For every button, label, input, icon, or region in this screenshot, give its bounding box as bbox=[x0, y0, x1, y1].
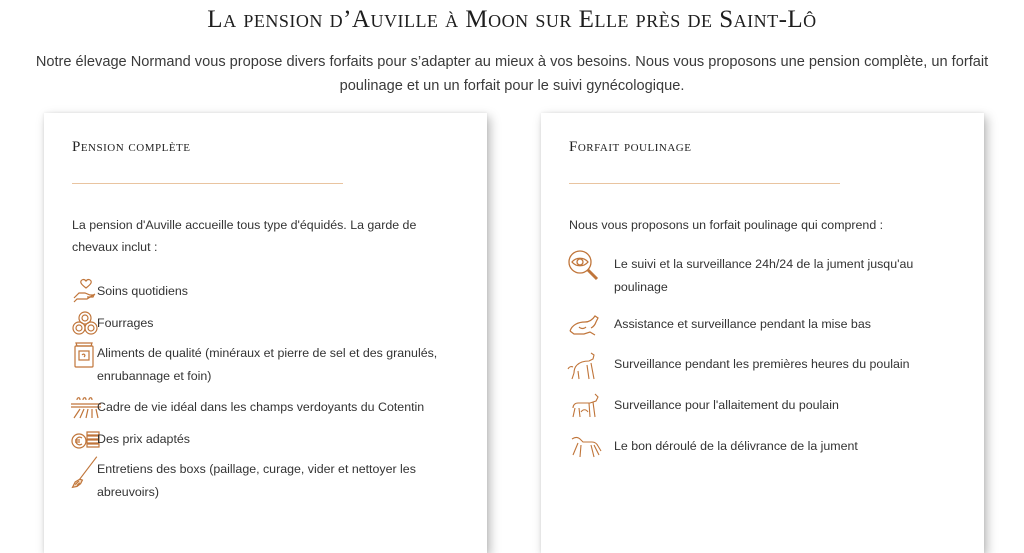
card-title: Pension complète bbox=[72, 139, 191, 155]
item-text: Entretiens des boxs (paillage, curage, vider et nettoyer les abreuvoirs) bbox=[97, 462, 416, 499]
card-forfait-poulinage bbox=[541, 113, 984, 553]
card-intro: Nous vous proposons un forfait poulinage qui comprend : bbox=[569, 218, 884, 232]
nursing-horse-icon bbox=[567, 390, 603, 420]
foal-icon bbox=[567, 349, 603, 383]
item-text: Soins quotidiens bbox=[97, 284, 188, 298]
page-title: La pension d’Auville à Moon sur Elle près de Saint-Lô bbox=[207, 6, 817, 33]
card-title: Forfait poulinage bbox=[569, 139, 692, 155]
item-text: Des prix adaptés bbox=[97, 432, 190, 446]
lying-horse-icon bbox=[567, 309, 603, 339]
divider bbox=[72, 183, 343, 184]
item-text: Assistance et surveillance pendant la mise bas bbox=[614, 317, 871, 331]
item-text: Surveillance pour l'allaitement du poulain bbox=[614, 398, 839, 412]
horse-icon bbox=[567, 431, 603, 461]
item-text: Le suivi et la surveillance 24h/24 de la jument jusqu'au poulinage bbox=[614, 257, 914, 294]
item-text: Surveillance pendant les premières heures du poulain bbox=[614, 357, 910, 371]
card-intro: La pension d'Auville accueille tous type d'équidés. La garde de chevaux inclut : bbox=[72, 218, 417, 254]
eye-magnifier-icon bbox=[567, 249, 603, 283]
page-intro: Notre élevage Normand vous propose divers forfaits pour s’adapter au mieux à vos besoins. Nous vous proposons une pension complète, un forfait poulinage et un un forfait pour le suivi gynécologique. bbox=[35, 54, 989, 94]
item-text: Cadre de vie idéal dans les champs verdoyants du Cotentin bbox=[97, 400, 425, 414]
item-text: Le bon déroulé de la délivrance de la jument bbox=[614, 439, 858, 453]
card-pension-complete bbox=[44, 113, 487, 553]
item-text: Fourrages bbox=[97, 316, 154, 330]
item-text: Aliments de qualité (minéraux et pierre de sel et des granulés, enrubannage et foin) bbox=[97, 346, 438, 383]
divider bbox=[569, 183, 840, 184]
